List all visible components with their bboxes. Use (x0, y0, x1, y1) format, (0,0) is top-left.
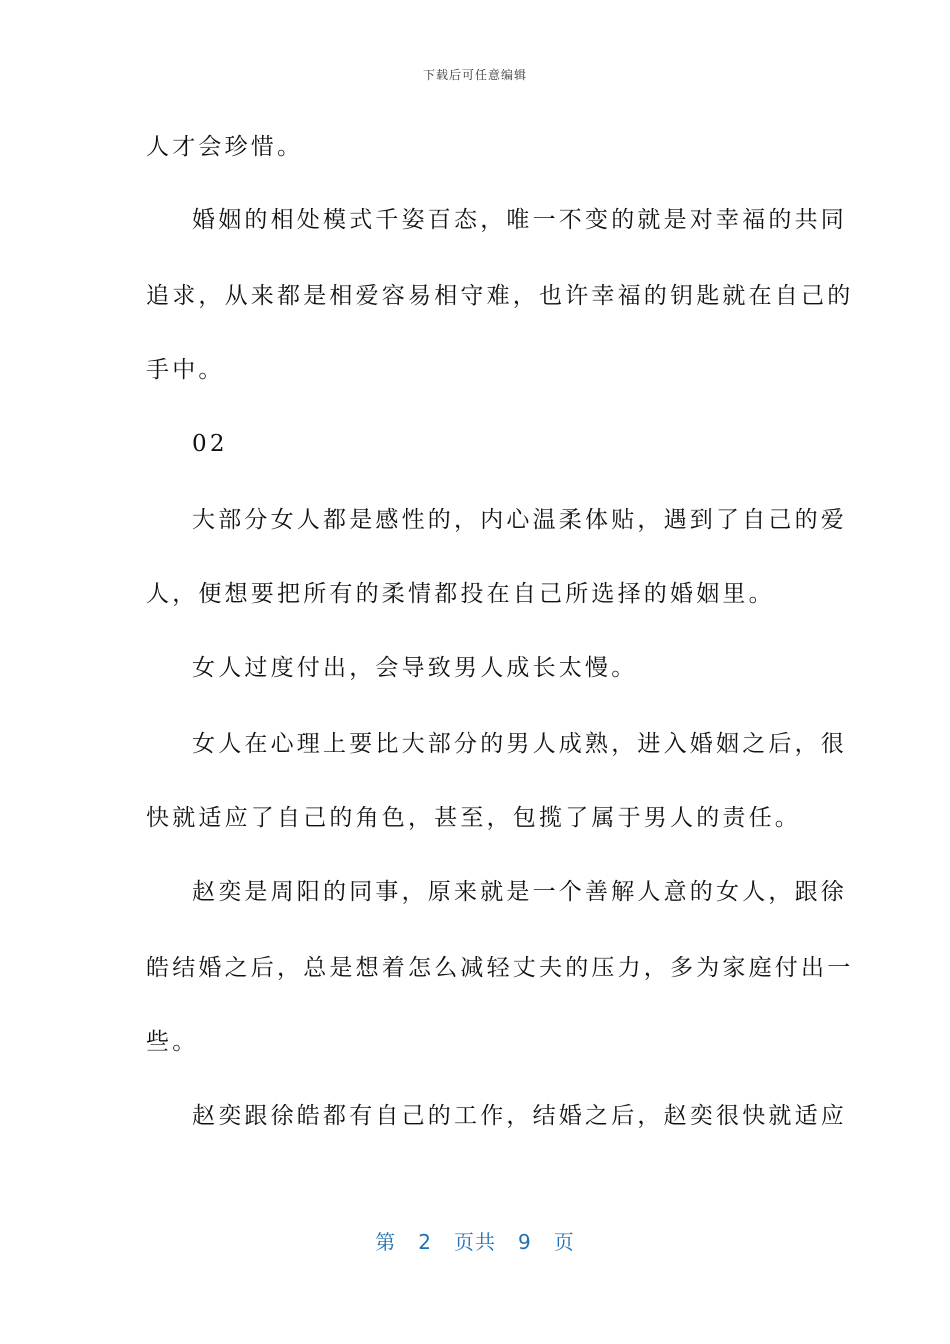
paragraph-line: 赵奕是周阳的同事，原来就是一个善解人意的女人，跟徐 (192, 879, 847, 905)
footer-prefix: 第 (375, 1230, 397, 1254)
total-page-count: 9 (518, 1230, 532, 1254)
current-page-number: 2 (418, 1230, 432, 1254)
section-number: 02 (192, 431, 228, 457)
paragraph-line: 快就适应了自己的角色，甚至，包揽了属于男人的责任。 (146, 805, 801, 831)
paragraph-line: 赵奕跟徐皓都有自己的工作，结婚之后，赵奕很快就适应 (192, 1103, 847, 1129)
page-header-note: 下载后可任意编辑 (422, 68, 527, 82)
paragraph-line: 女人过度付出，会导致男人成长太慢。 (192, 655, 638, 681)
paragraph-line: 婚姻的相处模式千姿百态，唯一不变的就是对幸福的共同 (192, 207, 847, 233)
paragraph-line: 女人在心理上要比大部分的男人成熟，进入婚姻之后，很 (192, 731, 847, 757)
paragraph-line: 人，便想要把所有的柔情都投在自己所选择的婚姻里。 (146, 581, 775, 607)
footer-suffix: 页 (553, 1230, 575, 1254)
footer-middle: 页共 (454, 1230, 496, 1254)
paragraph-line: 手中。 (146, 357, 225, 383)
paragraph-line: 皓结婚之后，总是想着怎么减轻丈夫的压力，多为家庭付出一 (146, 955, 854, 981)
paragraph-line: 大部分女人都是感性的，内心温柔体贴，遇到了自己的爱 (192, 507, 847, 533)
page-number-footer (0, 1226, 950, 1255)
paragraph-line: 人才会珍惜。 (146, 134, 304, 160)
paragraph-line: 追求，从来都是相爱容易相守难，也许幸福的钥匙就在自己的 (146, 283, 854, 309)
paragraph-line: 些。 (146, 1029, 199, 1055)
